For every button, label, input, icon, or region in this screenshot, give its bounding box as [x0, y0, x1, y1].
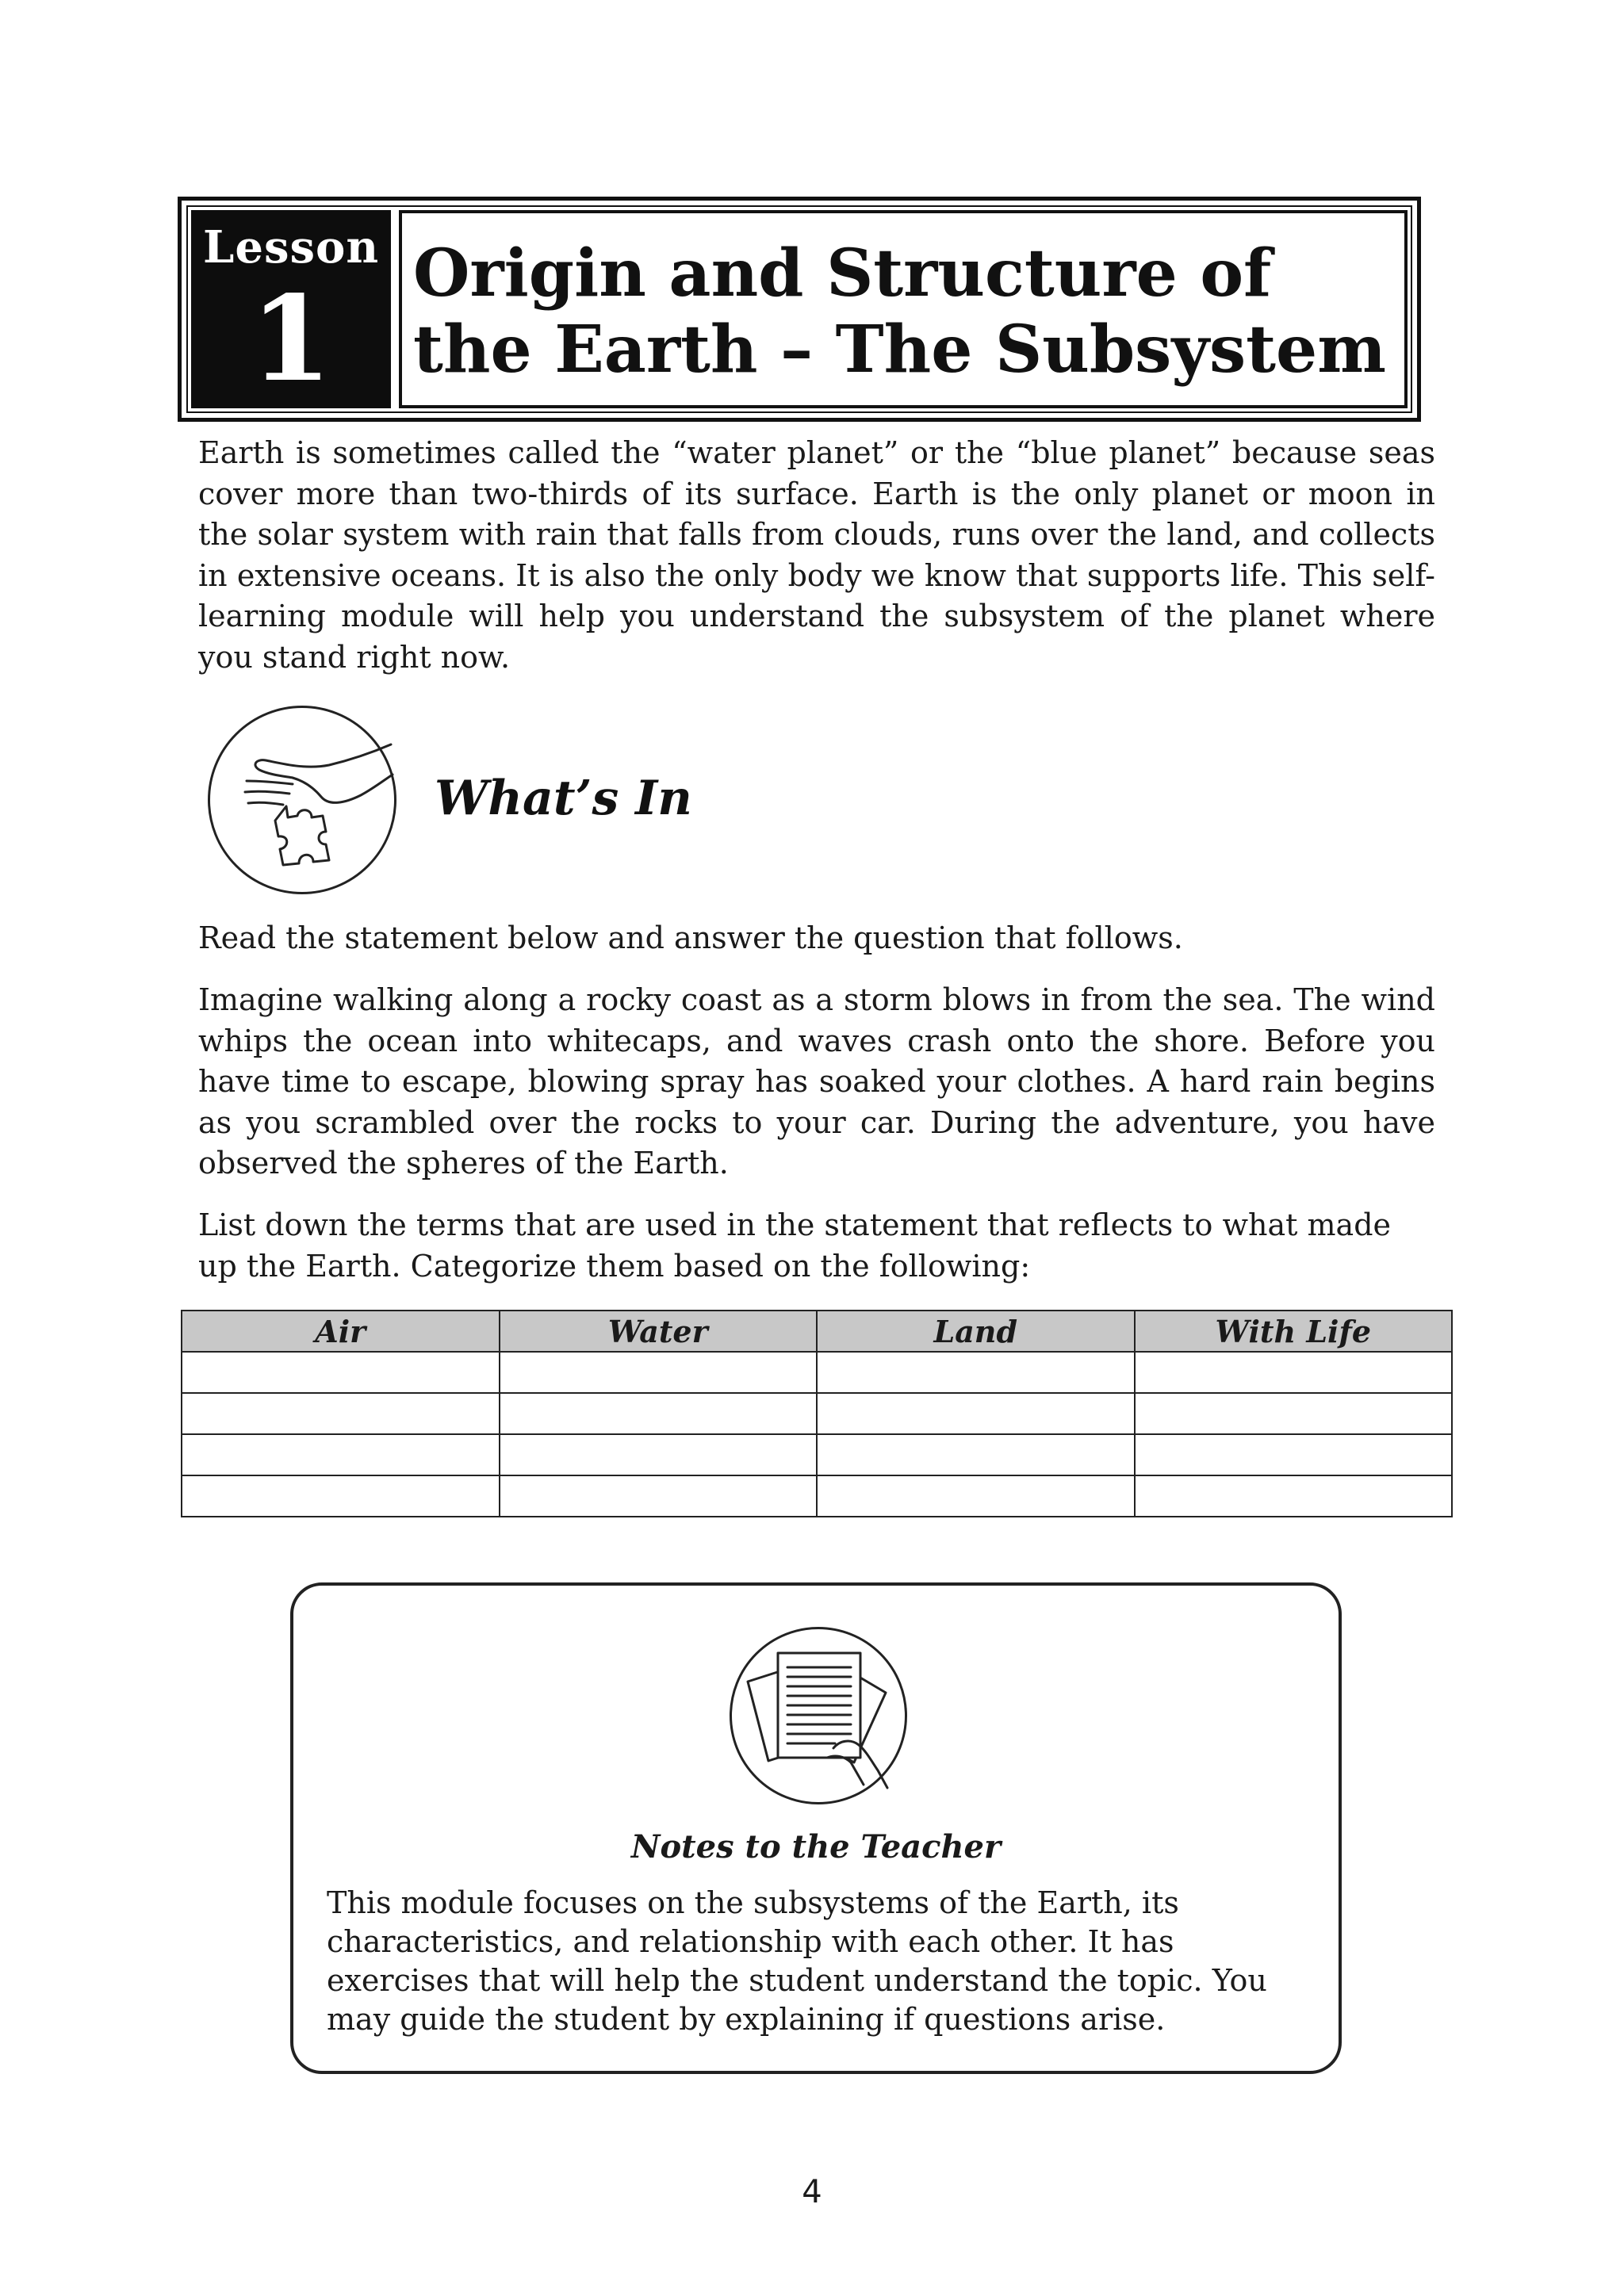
page-number: 4 — [802, 2174, 822, 2210]
header-air: Air — [182, 1311, 500, 1352]
table-cell[interactable] — [817, 1352, 1135, 1393]
lesson-header — [178, 197, 1421, 422]
table-cell[interactable] — [500, 1475, 818, 1517]
hand-holding-papers-icon — [730, 1627, 907, 1804]
hand-puzzle-piece-icon — [208, 706, 396, 894]
task-paragraph: List down the terms that are used in the statement that reflects to what made up the Earth. Categorize them based on the following: — [198, 1207, 1392, 1284]
table-cell[interactable] — [817, 1434, 1135, 1475]
notes-to-teacher-box — [290, 1582, 1342, 2074]
table-cell[interactable] — [182, 1393, 500, 1434]
table-cell[interactable] — [1135, 1434, 1453, 1475]
table-header-row — [182, 1311, 1452, 1352]
table-cell[interactable] — [182, 1475, 500, 1517]
table-row — [182, 1475, 1452, 1517]
table-row — [182, 1434, 1452, 1475]
lesson-badge — [191, 210, 391, 408]
table-cell[interactable] — [500, 1434, 818, 1475]
story-paragraph: Imagine walking along a rocky coast as a storm blows in from the sea. The wind whips the ocean into whitecaps, and waves crash onto the shore. Before you have time to escape, blowing spray has soaked your clothes. A hard rain begins as you scrambled over the rocks to your car. During the adventure, you have observed the spheres of the Earth. — [198, 982, 1435, 1181]
table-cell[interactable] — [817, 1475, 1135, 1517]
table-cell[interactable] — [1135, 1475, 1453, 1517]
table-row — [182, 1393, 1452, 1434]
lesson-title-box — [399, 210, 1408, 408]
table-cell[interactable] — [500, 1393, 818, 1434]
lesson-title: Origin and Structure of the Earth – The Subsystem — [413, 235, 1386, 388]
instruction-text: Read the statement below and answer the question that follows. — [198, 920, 1183, 955]
intro-paragraph: Earth is sometimes called the “water planet” or the “blue planet” because seas cover more than two-thirds of its surface. Earth is the only planet or moon in the solar system with rain that falls from clouds, runs over the land, and collects in extensive oceans. It is also the only body we know that supports life. This self-learning module will help you understand the subsystem of the planet where you stand right now. — [198, 435, 1435, 675]
header-land: Land — [817, 1311, 1135, 1352]
notes-heading: Notes to the Teacher — [630, 1828, 1002, 1866]
lesson-number: 1 — [250, 270, 332, 408]
header-water: Water — [500, 1311, 818, 1352]
table-cell[interactable] — [1135, 1393, 1453, 1434]
table-cell[interactable] — [182, 1352, 500, 1393]
table-cell[interactable] — [817, 1393, 1135, 1434]
header-with-life: With Life — [1135, 1311, 1453, 1352]
table-cell[interactable] — [182, 1434, 500, 1475]
table-cell[interactable] — [500, 1352, 818, 1393]
whats-in-heading: What’s In — [435, 771, 692, 826]
table-row — [182, 1352, 1452, 1393]
table-cell[interactable] — [1135, 1352, 1453, 1393]
notes-text: This module focuses on the subsystems of the Earth, its characteristics, and relationship with each other. It has exercises that will help the student understand the topic. You may guide the student by explaining if questions arise. — [327, 1885, 1267, 2037]
lesson-label: Lesson — [202, 221, 380, 274]
spheres-table — [181, 1310, 1453, 1517]
